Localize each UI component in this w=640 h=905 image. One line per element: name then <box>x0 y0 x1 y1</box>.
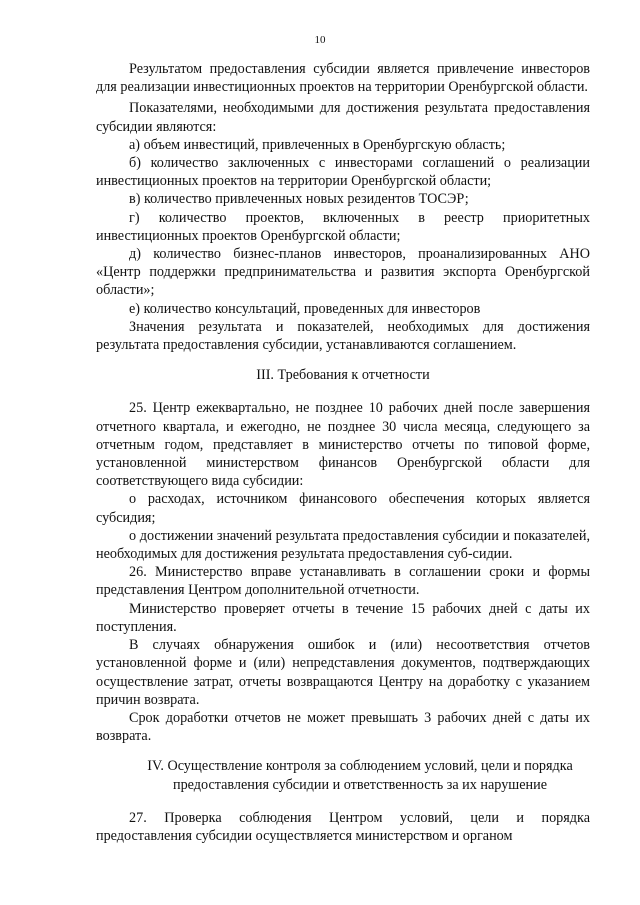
list-item: д) количество бизнес-планов инвесторов, проанализированных АНО «Центр поддержки предпринимательства и развития экспорта Оренбургской области»; <box>96 246 590 299</box>
list-item: в) количество привлеченных новых резидентов ТОСЭР; <box>129 191 469 208</box>
page-number: 10 <box>314 34 326 46</box>
paragraph: Показателями, необходимыми для достижения результата предоставления субсидии являются: <box>96 100 590 135</box>
document-body <box>96 60 590 845</box>
paragraph: 27. Проверка соблюдения Центром условий, цели и порядка предоставления субсидии осуществляется министерством и органом <box>96 809 590 844</box>
paragraph: Срок доработки отчетов не может превышать 3 рабочих дней с даты их возврата. <box>96 709 590 745</box>
section-heading: IV. Осуществление контроля за соблюдением условий, цели и порядка предоставления субсидии и ответственность за их нарушение <box>147 758 573 793</box>
paragraph: Результатом предоставления субсидии является привлечение инвесторов для реализации инвестиционных проектов на территории Оренбургской области. <box>96 61 590 96</box>
paragraph: В случаях обнаружения ошибок и (или) несоответствия отчетов установленной форме и (или) непредставления документов, подтверждающих осуществление затрат, отчеты возвращаются Центру на доработку с указанием причин возврата. <box>96 637 590 708</box>
paragraph: Министерство проверяет отчеты в течение 15 рабочих дней с даты их поступления. <box>96 600 590 635</box>
paragraph: 26. Министерство вправе устанавливать в соглашении сроки и формы представления Центром дополнительной отчетности. <box>96 564 590 599</box>
section-heading: III. Требования к отчетности <box>256 367 430 384</box>
paragraph: 25. Центр ежеквартально, не позднее 10 рабочих дней после завершения отчетного квартала, и ежегодно, не позднее 30 числа месяца, следующего за отчетным годом, представляет в министерство отчеты по типовой форме, установленной министерством финансов Оренбургской области для соответствующего вида субсидии: <box>96 400 590 490</box>
list-item: е) количество консультаций, проведенных для инвесторов <box>129 300 481 317</box>
list-item: б) количество заключенных с инвесторами соглашений о реализации инвестиционных проектов на территории Оренбургской области; <box>96 155 590 190</box>
list-item: г) количество проектов, включенных в реестр приоритетных инвестиционных проектов Оренбургской области; <box>96 209 590 244</box>
paragraph: о достижении значений результата предоставления субсидии и показателей, необходимых для достижения результата предоставления суб-сидии. <box>96 527 590 563</box>
paragraph: о расходах, источником финансового обеспечения которых является субсидия; <box>96 491 590 526</box>
list-item: а) объем инвестиций, привлеченных в Оренбургскую область; <box>129 136 506 153</box>
paragraph: Значения результата и показателей, необходимых для достижения результата предоставления субсидии, устанавливаются соглашением. <box>96 318 590 354</box>
